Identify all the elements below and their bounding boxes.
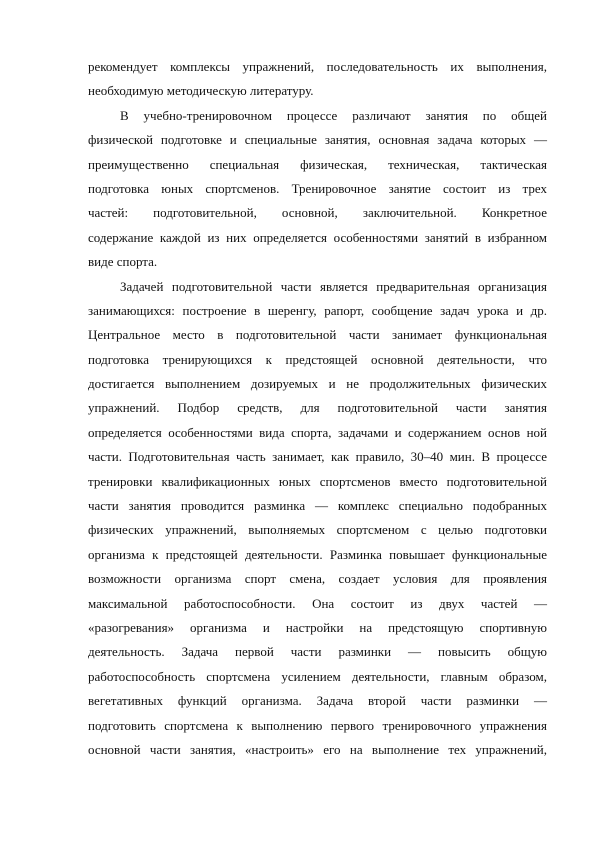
text-line: Центральное место в подготовительной части занимает функциональная [88,327,547,343]
text-line: виде спорта. [88,254,158,270]
text-line: возможности организма спорт смена, создает условия для проявления [88,571,547,587]
text-line: деятельность. Задача первой части разминки — повысить общую [88,644,547,660]
paragraph [88,275,547,763]
text-line: содержание каждой из них определяется особенностями занятий в избранном [88,229,547,245]
text-line: работоспособность спортсмена усилением деятельности, главным образом, [88,668,547,684]
text-line: тренировки квалификационных юных спортсменов вместо подготовительной [88,473,547,489]
text-line: максимальной работоспособности. Она состоит из двух частей — [88,595,547,611]
text-line: определяется особенностями вида спорта, задачами и содержанием основ ной [88,424,547,440]
text-line: организма к предстоящей деятельности. Разминка повышает функциональные [88,546,547,562]
text-line: «разогревания» организма и настройки на предстоящую спортивную [88,619,547,635]
text-line: необходимую методическую литературу. [88,83,314,99]
text-line: основной части занятия, «настроить» его на выполнение тех упражнений, [88,741,547,757]
text-line: части. Подготовительная часть занимает, как правило, 30–40 мин. В процессе [88,449,547,465]
text-line: преимущественно специальная физическая, техническая, тактическая [88,156,547,172]
text-line: занимающихся: построение в шеренгу, рапорт, сообщение задач урока и др. [88,302,547,318]
text-line: подготовка юных спортсменов. Тренировочное занятие состоит из трех [88,180,547,196]
text-line: частей: подготовительной, основной, заключительной. Конкретное [88,205,547,221]
text-line: подготовить спортсмена к выполнению первого тренировочного упражнения [88,717,547,733]
text-line: Задачей подготовительной части является предварительная организация [120,278,547,294]
paragraph [88,55,547,104]
text-line: физической подготовке и специальные занятия, основная задача которых — [88,132,547,148]
text-line: упражнений. Подбор средств, для подготовительной части занятия [88,400,547,416]
text-line: физических упражнений, выполняемых спортсменом с целью подготовки [88,522,547,538]
text-line: рекомендует комплексы упражнений, последовательность их выполнения, [88,59,547,74]
text-line: достигается выполнением дозируемых и не продолжительных физических [88,376,547,392]
text-line: подготовка тренирующихся к предстоящей основной деятельности, что [88,351,547,367]
text-line: В учебно-тренировочном процессе различают занятия по общей [120,107,547,123]
text-line: вегетативных функций организма. Задача второй части разминки — [88,693,547,709]
paragraph [88,104,547,275]
text-line: части занятия проводится разминка — комплекс специально подобранных [88,498,547,514]
